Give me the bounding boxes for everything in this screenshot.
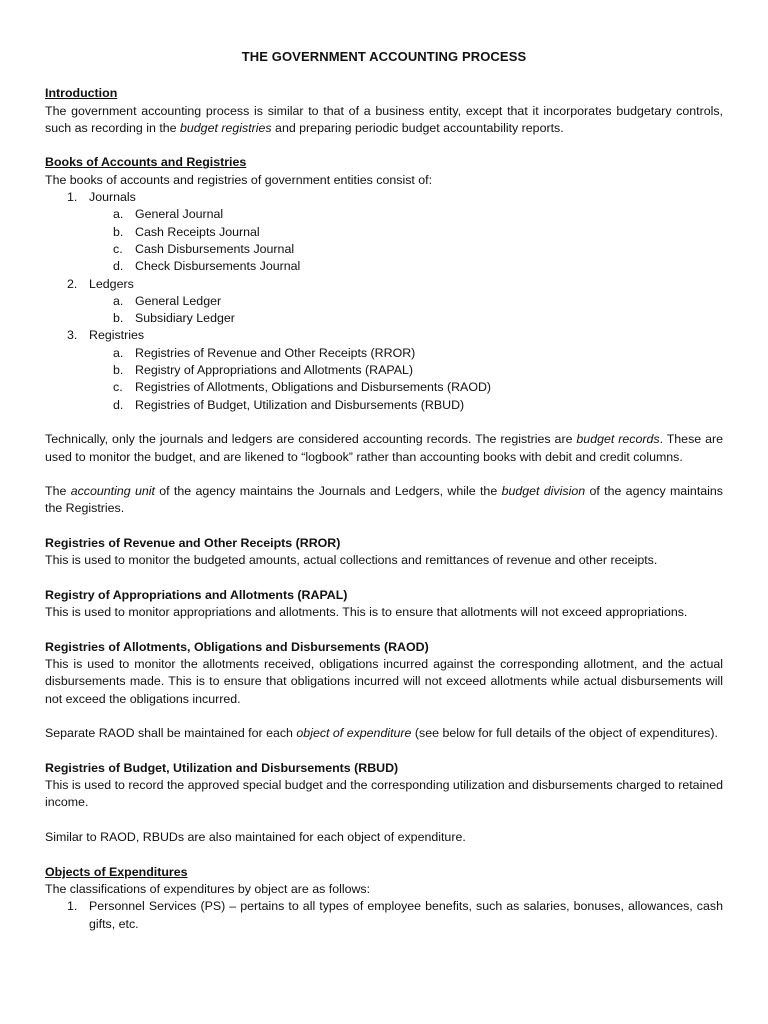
list-item: a. Registries of Revenue and Other Receipts (RROR): [113, 345, 416, 360]
document-title: THE GOVERNMENT ACCOUNTING PROCESS: [241, 49, 527, 64]
raod-paragraph: This is used to monitor the allotments received, obligations incurred against the corresponding allotment, and the actual disbursements made. This is to ensure that obligations incurred will not exceed allotments while actual disbursements will not exceed the obligations incurred.: [45, 657, 723, 706]
list-item: c. Registries of Allotments, Obligations and Disbursements (RAOD): [113, 380, 492, 395]
list-item: d. Registries of Budget, Utilization and Disbursements (RBUD): [113, 397, 465, 412]
rror-paragraph: This is used to monitor the budgeted amounts, actual collections and remittances of revenue and other receipts.: [45, 553, 658, 568]
list-item: a. General Ledger: [113, 293, 222, 308]
list-item-registries: 3. Registries: [67, 328, 145, 343]
objects-lead: The classifications of expenditures by object are as follows:: [45, 881, 371, 896]
technically-paragraph: Technically, only the journals and ledgers are considered accounting records. The registries are budget records. These are used to monitor the budget, and are likened to “logbook” rather than accounting books with debit and credit columns.: [45, 432, 723, 464]
list-item-journals: 1. Journals: [67, 190, 136, 205]
list-item: b. Registry of Appropriations and Allotments (RAPAL): [113, 363, 414, 378]
list-item: d. Check Disbursements Journal: [113, 259, 301, 274]
list-item: a. General Journal: [113, 207, 224, 222]
section-heading-raod: Registries of Allotments, Obligations and Disbursements (RAOD): [45, 639, 429, 654]
list-item: c. Cash Disbursements Journal: [113, 241, 295, 256]
list-item: b. Cash Receipts Journal: [113, 224, 260, 239]
list-item: b. Subsidiary Ledger: [113, 311, 235, 326]
section-heading-books: Books of Accounts and Registries: [45, 155, 247, 170]
rapal-paragraph: This is used to monitor appropriations and allotments. This is to ensure that allotments will not exceed appropriations.: [45, 605, 688, 620]
list-item-personnel-services: 1. Personnel Services (PS) – pertains to all types of employee benefits, such as salaries, bonuses, allowances, cash gifts, etc.: [67, 899, 723, 931]
section-heading-rapal: Registry of Appropriations and Allotments (RAPAL): [45, 587, 348, 602]
separate-raod-paragraph: Separate RAOD shall be maintained for each object of expenditure (see below for full details of the object of expenditures).: [45, 726, 718, 741]
section-heading-objects: Objects of Expenditures: [45, 864, 188, 879]
rbud-paragraph: This is used to record the approved special budget and the corresponding utilization and disbursements charged to retained income.: [45, 778, 723, 810]
section-heading-introduction: Introduction: [45, 86, 118, 101]
rbud-similar-paragraph: Similar to RAOD, RBUDs are also maintained for each object of expenditure.: [45, 830, 466, 845]
section-heading-rror: Registries of Revenue and Other Receipts (RROR): [45, 536, 341, 551]
intro-paragraph: The government accounting process is similar to that of a business entity, except that it incorporates budgetary controls, such as recording in the budget registries and preparing periodic budget accountability reports.: [45, 103, 723, 135]
accounting-unit-paragraph: The accounting unit of the agency maintains the Journals and Ledgers, while the budget division of the agency maintains the Registries.: [45, 484, 723, 516]
section-heading-rbud: Registries of Budget, Utilization and Disbursements (RBUD): [45, 760, 399, 775]
books-lead: The books of accounts and registries of government entities consist of:: [45, 172, 433, 187]
list-item-ledgers: 2. Ledgers: [67, 276, 134, 291]
